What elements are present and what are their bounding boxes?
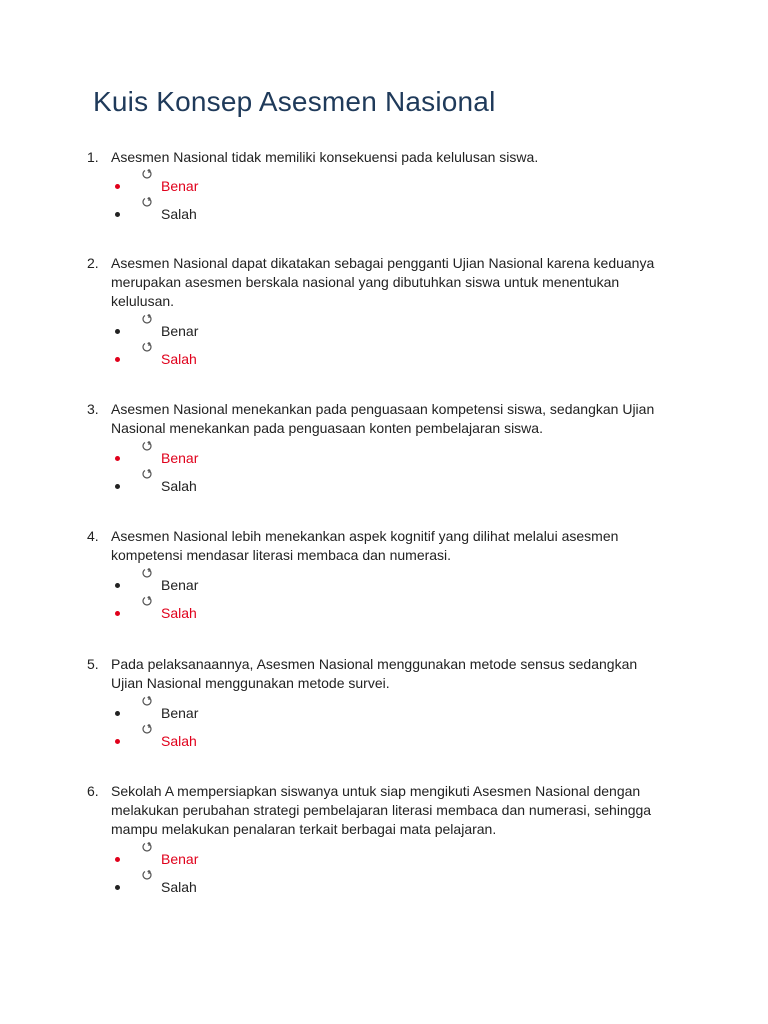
option-label: Salah — [161, 206, 197, 222]
question-text: Asesmen Nasional menekankan pada penguasaan kompetensi siswa, sedangkan Ujian Nasional menekankan pada penguasaan konten pembelajaran siswa. — [111, 401, 655, 436]
option-label: Benar — [161, 178, 199, 194]
option-label: Benar — [161, 450, 199, 466]
bullet-icon — [115, 885, 120, 890]
radio-icon[interactable] — [140, 313, 154, 327]
page-title: Kuis Konsep Asesmen Nasional — [93, 86, 496, 117]
bullet-icon — [115, 329, 120, 334]
radio-icon[interactable] — [140, 341, 154, 355]
question-number: 6. — [87, 783, 99, 799]
option-label: Benar — [161, 705, 199, 721]
question-number: 3. — [87, 401, 99, 417]
question-text: Asesmen Nasional tidak memiliki konsekuensi pada kelulusan siswa. — [111, 149, 539, 165]
bullet-icon — [115, 456, 120, 461]
question-number: 5. — [87, 656, 99, 672]
radio-icon[interactable] — [140, 440, 154, 454]
bullet-icon — [115, 484, 120, 489]
bullet-icon — [115, 184, 120, 189]
option-salah[interactable] — [0, 347, 300, 373]
bullet-icon — [115, 611, 120, 616]
option-label: Salah — [161, 879, 197, 895]
radio-icon[interactable] — [140, 695, 154, 709]
option-salah[interactable] — [0, 474, 300, 500]
option-label: Benar — [161, 577, 199, 593]
radio-icon[interactable] — [140, 567, 154, 581]
question-number: 4. — [87, 528, 99, 544]
option-label: Salah — [161, 605, 197, 621]
option-salah[interactable] — [0, 729, 300, 755]
bullet-icon — [115, 212, 120, 217]
option-label: Salah — [161, 351, 197, 367]
bullet-icon — [115, 357, 120, 362]
question-text: Sekolah A mempersiapkan siswanya untuk siap mengikuti Asesmen Nasional dengan melakukan perubahan strategi pembelajaran literasi membaca dan numerasi, sehingga mampu melakukan penalaran terkait berbagai mata pelajaran. — [111, 783, 652, 837]
option-salah[interactable] — [0, 601, 300, 627]
radio-icon[interactable] — [140, 468, 154, 482]
option-label: Benar — [161, 323, 199, 339]
bullet-icon — [115, 711, 120, 716]
bullet-icon — [115, 857, 120, 862]
bullet-icon — [115, 583, 120, 588]
option-salah[interactable] — [0, 875, 300, 901]
option-salah[interactable] — [0, 202, 300, 228]
question-number: 2. — [87, 255, 99, 271]
option-label: Salah — [161, 733, 197, 749]
question-text: Pada pelaksanaannya, Asesmen Nasional menggunakan metode sensus sedangkan Ujian Nasional menggunakan metode survei. — [111, 656, 638, 691]
radio-icon[interactable] — [140, 723, 154, 737]
question-text: Asesmen Nasional dapat dikatakan sebagai pengganti Ujian Nasional karena keduanya merupakan asesmen berskala nasional yang dibutuhkan siswa untuk menentukan kelulusan. — [111, 255, 655, 309]
radio-icon[interactable] — [140, 168, 154, 182]
radio-icon[interactable] — [140, 196, 154, 210]
question-text: Asesmen Nasional lebih menekankan aspek kognitif yang dilihat melalui asesmen kompetensi mendasar literasi membaca dan numerasi. — [111, 528, 619, 563]
radio-icon[interactable] — [140, 595, 154, 609]
bullet-icon — [115, 739, 120, 744]
option-label: Benar — [161, 851, 199, 867]
question-number: 1. — [87, 149, 99, 165]
radio-icon[interactable] — [140, 869, 154, 883]
radio-icon[interactable] — [140, 841, 154, 855]
option-label: Salah — [161, 478, 197, 494]
